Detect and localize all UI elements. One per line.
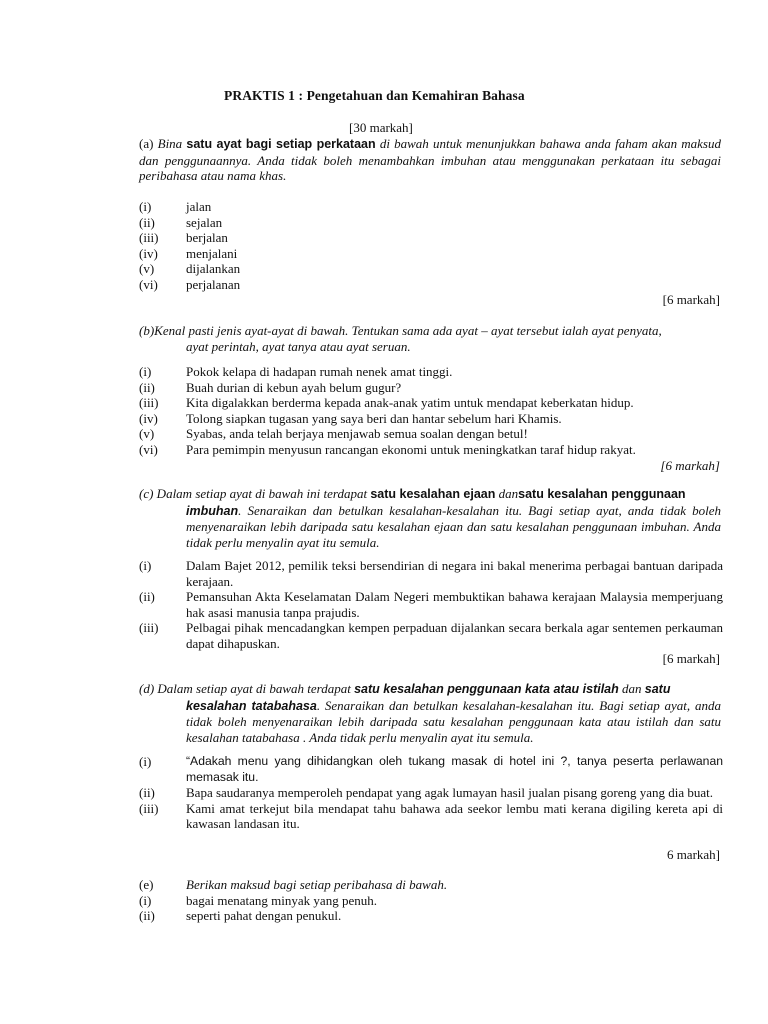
section-b-list bbox=[139, 364, 723, 458]
list-item: (i) jalan bbox=[139, 199, 212, 214]
list-item: (ii) sejalan bbox=[139, 214, 223, 230]
list-item: (iii) Kami amat terkejut bila mendapat tahu bahawa ada seekor lembu mati kerana digiling kereta api di kawasan landasan itu. bbox=[139, 800, 723, 832]
section-c-marks: [6 markah] bbox=[662, 651, 720, 666]
section-c-instruction: (c) Dalam setiap ayat di bawah ini terdapat satu kesalahan ejaan dansatu kesalahan penggunaan imbuhan. Senaraikan dan betulkan kesalahan-kesalahan itu. Bagi setiap ayat, anda tidak boleh menyenaraikan lebih daripada satu kesalahan ejaan dan satu kesalahan penggunaan imbuhan. Anda tidak perlu menyalin ayat itu semula. bbox=[139, 486, 721, 550]
section-a-instruction: (a) Bina satu ayat bagi setiap perkataan di bawah untuk menunjukkan bahawa anda faham akan maksud dan penggunaannya. Anda tidak boleh menambahkan imbuhan atau menggunakan perkataan itu sebagai peribahasa atau nama khas. bbox=[139, 136, 721, 184]
list-item: (i) “Adakah menu yang dihidangkan oleh tukang masak di hotel ini ?, tanya peserta perlawanan memasak itu. bbox=[139, 754, 723, 784]
section-a-list bbox=[139, 199, 723, 293]
list-item: (iii) Kita digalakkan berderma kepada anak-anak yatim untuk mendapat keberkatan hidup. bbox=[139, 395, 634, 411]
section-b-marks: [6 markah] bbox=[660, 458, 720, 473]
list-item: (iv) Tolong siapkan tugasan yang saya beri dan hantar sebelum hari Khamis. bbox=[139, 410, 562, 426]
section-a-label: (a) bbox=[139, 136, 158, 151]
list-item: (vi) Para pemimpin menyusun rancangan ekonomi untuk meningkatkan taraf hidup rakyat. bbox=[139, 441, 636, 457]
section-d-list bbox=[139, 754, 723, 832]
list-item: (ii) seperti pahat dengan penukul. bbox=[139, 908, 342, 924]
section-a-marks: [6 markah] bbox=[662, 292, 720, 307]
list-item: (ii) Buah durian di kebun ayah belum gugur? bbox=[139, 379, 402, 395]
list-item: (iii) berjalan bbox=[139, 230, 228, 246]
section-e-list bbox=[139, 877, 723, 924]
section-d-instruction: (d) Dalam setiap ayat di bawah terdapat satu kesalahan penggunaan kata atau istilah dan satu kesalahan tatabahasa. Senaraikan dan betulkan kesalahan-kesalahan itu. Bagi setiap ayat, anda tidak boleh menyenaraikan lebih daripada satu kesalahan penggunaan kata atau istilah dan satu kesalahan tatabahasa . Anda tidak perlu menyalin ayat itu semula. bbox=[139, 681, 721, 745]
section-c-list bbox=[139, 558, 723, 652]
list-item: (i) Dalam Bajet 2012, pemilik teksi bersendirian di negara ini bakal menerima perbagai bantuan daripada kerajaan. bbox=[139, 558, 723, 589]
section-b-instruction: (b)Kenal pasti jenis ayat-ayat di bawah. Tentukan sama ada ayat – ayat tersebut ialah ayat penyata, ayat perintah, ayat tanya atau ayat seruan. bbox=[139, 323, 662, 354]
section-e-instruction: (e) Berikan maksud bagi setiap peribahasa di bawah. bbox=[139, 877, 448, 892]
list-item: (ii) Pemansuhan Akta Keselamatan Dalam Negeri membuktikan bahawa kerajaan Malaysia memperjuang hak asasi manusia tanpa prajudis. bbox=[139, 589, 723, 620]
list-item: (iv) menjalani bbox=[139, 245, 238, 261]
list-item: (i) Pokok kelapa di hadapan rumah nenek amat tinggi. bbox=[139, 364, 453, 379]
total-marks: [30 markah] bbox=[349, 120, 413, 135]
page-title: PRAKTIS 1 : Pengetahuan dan Kemahiran Bahasa bbox=[224, 88, 525, 103]
list-item: (iii) Pelbagai pihak mencadangkan kempen perpaduan dijalankan secara berkala agar sentemen perkauman dapat dihapuskan. bbox=[139, 620, 723, 651]
list-item: (v) Syabas, anda telah berjaya menjawab semua soalan dengan betul! bbox=[139, 426, 528, 442]
list-item: (ii) Bapa saudaranya memperoleh pendapat yang agak lumayan hasil jualan pisang goreng yang dia buat. bbox=[139, 785, 714, 801]
list-item: (i) bagai menatang minyak yang penuh. bbox=[139, 892, 377, 908]
list-item: (vi) perjalanan bbox=[139, 276, 241, 292]
section-d-marks: 6 markah] bbox=[666, 847, 720, 862]
list-item: (v) dijalankan bbox=[139, 261, 241, 277]
